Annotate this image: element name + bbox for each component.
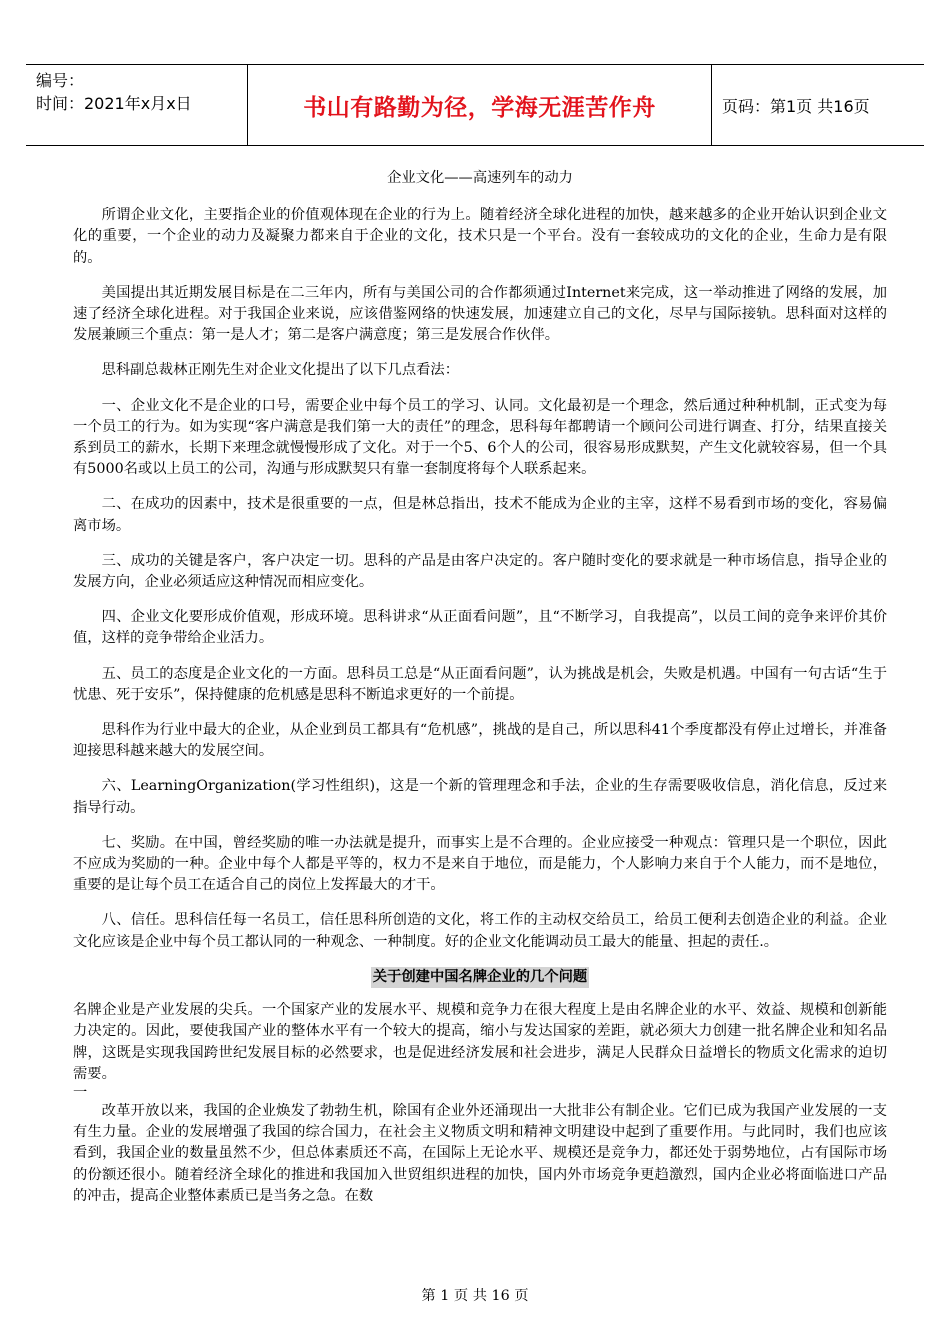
article-title: 企业文化——高速列车的动力 — [387, 170, 573, 186]
section-heading: 关于创建中国名牌企业的几个问题 — [371, 967, 589, 988]
slogan: 书山有路勤为径，学海无涯苦作舟 — [303, 94, 656, 121]
paragraph: 七、奖励。在中国，曾经奖励的唯一办法就是提升，而事实上是不合理的。企业应接受一种观点：管理只是一个职位，因此不应成为奖励的一种。企业中每个人都是平等的，权力不是来自于地位，而是能力，个人影响力来自于个人能力，而不是地位，重要的是让每个员工在适合自己的岗位上发挥最大的才干。 — [73, 834, 887, 894]
paragraph: 一、企业文化不是企业的口号，需要企业中每个员工的学习、认同。文化最初是一个理念，然后通过种种机制，正式变为每一个员工的行为。如为实现“客户满意是我们第一大的责任”的理念，思科每年都聘请一个顾问公司进行调查、打分，结果直接关系到员工的薪水，长期下来理念就慢慢形成了文化。对于一个5、6个人的公司，很容易形成默契，产生文化就较容易，但一个具有5000名或以上员工的公司，沟通与形成默契只有靠一套制度将每个人联系起来。 — [73, 397, 887, 478]
paragraph: 八、信任。思科信任每一名员工，信任思科所创造的文化，将工作的主动权交给员工，给员工便利去创造企业的利益。企业文化应该是企业中每个员工都认同的一种观念、一种制度。好的企业文化能调动员工最大的能量、担起的责任.。 — [73, 912, 887, 950]
document-body — [73, 168, 887, 1207]
paragraph: 思科副总裁林正刚先生对企业文化提出了以下几点看法： — [101, 362, 460, 379]
paragraph: 改革开放以来，我国的企业焕发了勃勃生机，除国有企业外还涌现出一大批非公有制企业。它们已成为我国产业发展的一支有生力量。企业的发展增强了我国的综合国力，在社会主义物质文明和精神文明建设中起到了重要作用。与此同时，我们也应该看到，我国企业的数量虽然不少，但总体素质还不高，在国际上无论水平、规模还是竞争力，都还处于弱势地位，占有国际市场的份额还很小。随着经济全球化的推进和我国加入世贸组织进程的加快，国内外市场竞争更趋激烈，国内企业必将面临进口产品的冲击，提高企业整体素质已是当务之急。在数 — [73, 1102, 887, 1204]
paragraph: 思科作为行业中最大的企业，从企业到员工都具有“危机感”，挑战的是自己，所以思科41个季度都没有停止过增长，并准备迎接思科越来越大的发展空间。 — [73, 722, 887, 760]
paragraph: 五、员工的态度是企业文化的一方面。思科员工总是“从正面看问题”，认为挑战是机会，失败是机遇。中国有一句古话“生于忧患、死于安乐”，保持健康的危机感是思科不断追求更好的一个前提。 — [73, 665, 887, 703]
paragraph: 美国提出其近期发展目标是在二三年内，所有与美国公司的合作都须通过Internet来完成，这一举动推进了网络的发展，加速了经济全球化进程。对于我国企业来说，应该借鉴网络的快速发展，加速建立自己的文化，尽早与国际接轨。思科面对这样的发展兼顾三个重点：第一是人才；第二是客户满意度；第三是发展合作伙伴。 — [73, 284, 887, 344]
date-label: 时间：2021年x月x日 — [36, 94, 192, 113]
section-number: 一 — [73, 1084, 88, 1101]
paragraph: 四、企业文化要形成价值观，形成环境。思科讲求“从正面看问题”，且“不断学习，自我提高”，以员工间的竞争来评价其价值，这样的竞争带给企业活力。 — [73, 609, 887, 647]
paragraph: 六、LearningOrganization(学习性组织)，这是一个新的管理理念和手法，企业的生存需要吸收信息，消化信息，反过来指导行动。 — [73, 778, 887, 816]
header-slogan-cell — [248, 65, 712, 145]
header-page-cell — [712, 65, 924, 145]
intro-paragraph: 名牌企业是产业发展的尖兵。一个国家产业的发展水平、规模和竞争力在很大程度上是由名牌企业的水平、效益、规模和创新能力决定的。因此，要使我国产业的整体水平有一个较大的提高，缩小与发达国家的差距，就必须大力创建一批名牌企业和知名品牌，这既是实现我国跨世纪发展目标的必然要求，也是促进经济发展和社会进步，满足人民群众日益增长的物质文化需求的迫切需要。 — [73, 1002, 887, 1082]
page-footer: 第 1 页 共 16 页 — [421, 1288, 529, 1304]
paragraph: 二、在成功的因素中，技术是很重要的一点，但是林总指出，技术不能成为企业的主宰，这样不易看到市场的变化，容易偏离市场。 — [73, 496, 887, 534]
section-heading-wrap — [73, 967, 887, 988]
paragraph: 三、成功的关键是客户，客户决定一切。思科的产品是由客户决定的。客户随时变化的要求就是一种市场信息，指导企业的发展方向，企业必须适应这种情况而相应变化。 — [73, 552, 887, 591]
serial-number-label: 编号： — [36, 71, 85, 90]
header-meta-cell — [26, 65, 248, 145]
page-info: 页码：第1页 共16页 — [722, 96, 870, 116]
header-table — [26, 64, 924, 146]
paragraph: 所谓企业文化，主要指企业的价值观体现在企业的行为上。随着经济全球化进程的加快，越来越多的企业开始认识到企业文化的重要，一个企业的动力及凝聚力都来自于企业的文化，技术只是一个平台。没有一套较成功的文化的企业，生命力是有限的。 — [73, 207, 887, 266]
